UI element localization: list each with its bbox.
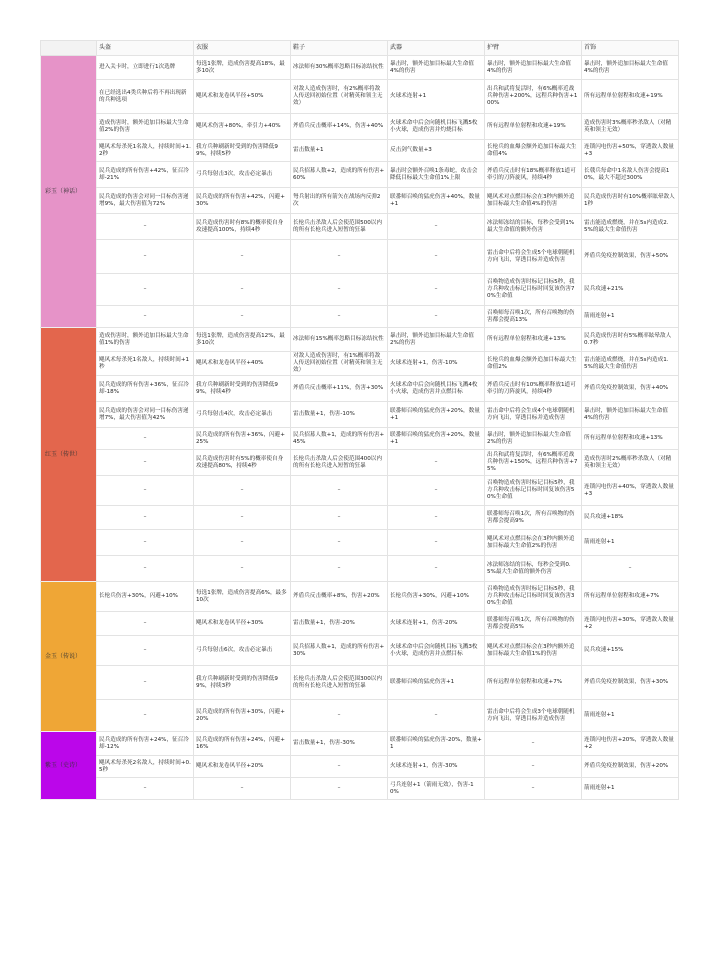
effect-cell-helmet: 长枪兵伤害+30%，闪避+10% — [97, 582, 194, 612]
effect-cell-helmet: – — [97, 556, 194, 582]
effect-cell-clothes: 飓风术和龙卷风半径+50% — [194, 80, 291, 114]
effect-cell-jewelry: 箭雨连射+1 — [582, 778, 679, 800]
table-row — [41, 188, 679, 214]
corner-cell — [41, 41, 97, 56]
effect-cell-jewelry: 所有远程单位射程和攻速+19% — [582, 80, 679, 114]
effect-cell-helmet: – — [97, 506, 194, 530]
effect-cell-shoes: – — [291, 274, 388, 306]
effect-cell-clothes: 每选1张牌，造成伤害提高6%，最多10次 — [194, 582, 291, 612]
tier-label-cell: 红玉（传世） — [41, 328, 97, 582]
effect-cell-jewelry: 民兵造成伤害时有10%概率眩晕敌人1秒 — [582, 188, 679, 214]
effect-cell-jewelry: 斧盾兵免疫控制效果，伤害+40% — [582, 376, 679, 402]
effect-cell-shoes: – — [291, 530, 388, 556]
effect-cell-helmet: 民兵造成的伤害会对同一目标伤害递增9%，最大伤害值为72% — [97, 188, 194, 214]
effect-cell-shoes: – — [291, 240, 388, 274]
effect-cell-clothes: – — [194, 274, 291, 306]
effect-cell-helmet: – — [97, 636, 194, 666]
effect-cell-shoes: 冰法师有15%概率忽略目标冻结抗性 — [291, 328, 388, 352]
header-row — [41, 41, 679, 56]
effect-cell-clothes: 民兵造成的所有伤害+30%，闪避+20% — [194, 700, 291, 732]
table-row — [41, 352, 679, 376]
table-row — [41, 306, 679, 328]
effect-cell-armguard: 召唤物造成伤害时标记目标5秒，我方兵种攻击标记目标时回复该伤害50%生命值 — [485, 476, 582, 506]
effect-cell-shoes: 长枪兵击杀敌人后会使范围400以内的所有长枪兵进入短暂的狂暴 — [291, 450, 388, 476]
effect-cell-clothes: 飓风术和龙卷风半径+40% — [194, 352, 291, 376]
effect-cell-armguard: 斧盾兵反击时有18%概率释放1道可牵引的刀阵旋风，持续4秒 — [485, 162, 582, 188]
effect-cell-weapon: 火球术命中后会向随机目标飞溅5枚小火球，造成伤害并灼烧目标 — [388, 114, 485, 140]
effect-cell-jewelry: 连锁闪电伤害+50%，穿透敌人数量+3 — [582, 140, 679, 162]
effect-cell-helmet: 民兵造成的伤害会对同一目标伤害递增7%，最大伤害值为42% — [97, 402, 194, 428]
column-header-clothes: 衣服 — [194, 41, 291, 56]
effect-cell-weapon: 火球术连射+1，伤害-20% — [388, 612, 485, 636]
effect-cell-clothes: 飓风术和龙卷风半径+20% — [194, 756, 291, 778]
effect-cell-jewelry: 民兵攻速+21% — [582, 274, 679, 306]
table-row — [41, 56, 679, 80]
effect-cell-weapon: 暴击时会额外召唤1条毒蛇，攻击会降低目标最大生命值1%上限 — [388, 162, 485, 188]
effect-cell-shoes: 民兵招募人数+1，造成的所有伤害+45% — [291, 428, 388, 450]
effect-cell-shoes: 雷击数量+1，伤害-10% — [291, 402, 388, 428]
table-row — [41, 530, 679, 556]
effect-cell-weapon: 火球术连射+1 — [388, 80, 485, 114]
effect-cell-shoes: 长枪兵击杀敌人后会使范围500以内的所有长枪兵进入短暂的狂暴 — [291, 214, 388, 240]
effect-cell-helmet: – — [97, 214, 194, 240]
effect-cell-weapon: – — [388, 240, 485, 274]
effect-cell-armguard: 飓风术对点燃目标会在3秒内额外追加目标最大生命值4%的伤害 — [485, 188, 582, 214]
effect-cell-shoes: – — [291, 506, 388, 530]
effect-cell-jewelry: 连锁闪电伤害+20%，穿透敌人数量+2 — [582, 732, 679, 756]
effect-cell-weapon: – — [388, 700, 485, 732]
effect-cell-shoes: – — [291, 700, 388, 732]
effect-cell-armguard: 雷击命中后将会生成3个电球朝随机方向飞出，穿透目标并造成伤害 — [485, 700, 582, 732]
effect-cell-helmet: – — [97, 612, 194, 636]
effect-cell-weapon: 暴击时，额外追加目标最大生命值2%的伤害 — [388, 328, 485, 352]
table-row — [41, 402, 679, 428]
effect-cell-clothes: 我方兵种刷新时受到的伤害降低99%，持续5秒 — [194, 140, 291, 162]
effect-cell-jewelry: 斧盾兵免疫控制效果，伤害+30% — [582, 666, 679, 700]
effect-cell-shoes: 民兵招募人数+1，造成的所有伤害+30% — [291, 636, 388, 666]
equipment-effects-table-container — [40, 40, 678, 800]
effect-cell-helmet: 民兵造成的所有伤害+24%，征召冷却-12% — [97, 732, 194, 756]
effect-cell-jewelry: 雷击能造成燃烧，并在5s内造成1.5%的最大生命值伤害 — [582, 352, 679, 376]
effect-cell-armguard: 召唤师每召唤1次，所有召唤物的伤害都会提高13% — [485, 306, 582, 328]
table-row — [41, 214, 679, 240]
effect-cell-jewelry: 箭雨连射+1 — [582, 530, 679, 556]
equipment-effects-table — [40, 40, 679, 800]
effect-cell-clothes: – — [194, 556, 291, 582]
table-row — [41, 700, 679, 732]
effect-cell-clothes: 民兵造成伤害时有5%的概率使自身攻速提高80%，持续4秒 — [194, 450, 291, 476]
effect-cell-helmet: – — [97, 778, 194, 800]
effect-cell-jewelry: 所有远程单位射程和攻速+7% — [582, 582, 679, 612]
effect-cell-helmet: – — [97, 306, 194, 328]
effect-cell-clothes: 我方兵种刷新时受到的伤害降低99%，持续4秒 — [194, 376, 291, 402]
effect-cell-armguard: 雷击命中后将会生成4个电球朝随机方向飞出，穿透目标并造成伤害 — [485, 402, 582, 428]
effect-cell-jewelry: 所有远程单位射程和攻速+13% — [582, 428, 679, 450]
effect-cell-weapon: 暴击时，额外追加目标最大生命值4%的伤害 — [388, 56, 485, 80]
effect-cell-weapon: 火球术命中后会向随机目标飞溅3枚小火球，造成伤害并点燃目标 — [388, 636, 485, 666]
effect-cell-shoes: 民兵招募人数+2，造成的所有伤害+60% — [291, 162, 388, 188]
effect-cell-armguard: – — [485, 732, 582, 756]
effect-cell-clothes: – — [194, 506, 291, 530]
table-row — [41, 450, 679, 476]
effect-cell-weapon: 长枪兵伤害+30%，闪避+10% — [388, 582, 485, 612]
effect-cell-weapon: – — [388, 306, 485, 328]
effect-cell-weapon: 火球术命中后会向随机目标飞溅4枚小火球，造成伤害并点燃目标 — [388, 376, 485, 402]
effect-cell-jewelry: 斧盾兵免疫控制效果，伤害+50% — [582, 240, 679, 274]
effect-cell-clothes: – — [194, 240, 291, 274]
table-row — [41, 756, 679, 778]
effect-cell-clothes: 我方兵种刷新时受到的伤害降低99%，持续3秒 — [194, 666, 291, 700]
effect-cell-armguard: 召唤物造成伤害时标记目标5秒，我方兵种攻击标记目标时回复该伤害70%生命值 — [485, 274, 582, 306]
effect-cell-armguard: 出兵和武将复活时，有6%概率近战兵种伤害+200%，远程兵种伤害+100% — [485, 80, 582, 114]
effect-cell-helmet: 飓风术每杀死1名敌人，持续时间+1.2秒 — [97, 140, 194, 162]
effect-cell-helmet: 造成伤害时，额外追加目标最大生命值2%的伤害 — [97, 114, 194, 140]
column-header-armguard: 护臂 — [485, 41, 582, 56]
effect-cell-armguard: 暴击时，额外追加目标最大生命值2%的伤害 — [485, 428, 582, 450]
effect-cell-shoes: 雷击数量+1 — [291, 140, 388, 162]
effect-cell-weapon: – — [388, 506, 485, 530]
effect-cell-armguard: 冰法师冻结的目标，每秒会受到1%最大生命值的额外伤害 — [485, 214, 582, 240]
effect-cell-clothes: 每选1张牌，造成伤害提高18%，最多10次 — [194, 56, 291, 80]
column-header-shoes: 鞋子 — [291, 41, 388, 56]
effect-cell-clothes: 民兵造成的所有伤害+36%，闪避+25% — [194, 428, 291, 450]
effect-cell-weapon: – — [388, 274, 485, 306]
column-header-helmet: 头盔 — [97, 41, 194, 56]
effect-cell-jewelry: 暴击时，额外追加目标最大生命值4%的伤害 — [582, 402, 679, 428]
effect-cell-weapon: – — [388, 476, 485, 506]
effect-cell-armguard: 暴击时，额外追加目标最大生命值4%的伤害 — [485, 56, 582, 80]
effect-cell-shoes: – — [291, 778, 388, 800]
effect-cell-armguard: 斧盾兵反击时有10%概率释放1道可牵引的刀阵旋风，持续4秒 — [485, 376, 582, 402]
effect-cell-clothes: – — [194, 476, 291, 506]
effect-cell-weapon: 联番师召唤的猛虎伤害+40%，数量+1 — [388, 188, 485, 214]
effect-cell-jewelry: 箭雨连射+1 — [582, 700, 679, 732]
effect-cell-shoes: – — [291, 306, 388, 328]
table-row — [41, 114, 679, 140]
table-body — [41, 56, 679, 800]
effect-cell-helmet: 在已经选出4类兵种后将不再出现新的兵种选项 — [97, 80, 194, 114]
effect-cell-armguard: 飓风术对点燃目标会在3秒内额外追加目标最大生命值1%的伤害 — [485, 636, 582, 666]
effect-cell-armguard: 所有远程单位射程和攻速+13% — [485, 328, 582, 352]
effect-cell-jewelry: 暴击时，额外追加目标最大生命值4%的伤害 — [582, 56, 679, 80]
effect-cell-helmet: – — [97, 274, 194, 306]
effect-cell-armguard: 冰法师冻结的目标，每秒会受到0.5%最大生命值的额外伤害 — [485, 556, 582, 582]
effect-cell-helmet: 飓风术每杀死2名敌人，持续时间+0.5秒 — [97, 756, 194, 778]
effect-cell-helmet: – — [97, 450, 194, 476]
table-row — [41, 582, 679, 612]
effect-cell-jewelry: 连锁闪电伤害+40%，穿透敌人数量+3 — [582, 476, 679, 506]
table-row — [41, 612, 679, 636]
effect-cell-weapon: – — [388, 556, 485, 582]
effect-cell-weapon: 联番师召唤的猛虎伤害+1 — [388, 666, 485, 700]
table-row — [41, 428, 679, 450]
effect-cell-armguard: 出兵和武将复活时，有6%概率近战兵种伤害+150%，远程兵种伤害+75% — [485, 450, 582, 476]
effect-cell-weapon: 联番师召唤的猛虎伤害+20%，数量+1 — [388, 428, 485, 450]
effect-cell-weapon: 火球术连射+1，伤害-10% — [388, 352, 485, 376]
effect-cell-clothes: 民兵造成的所有伤害+42%，闪避+30% — [194, 188, 291, 214]
effect-cell-shoes: 斧盾兵反击概率+11%，伤害+30% — [291, 376, 388, 402]
effect-cell-shoes: 长枪兵击杀敌人后会使范围300以内的所有长枪兵进入短暂的狂暴 — [291, 666, 388, 700]
effect-cell-shoes: – — [291, 556, 388, 582]
effect-cell-weapon: 联番师召唤的猛虎伤害+20%，数量+1 — [388, 402, 485, 428]
effect-cell-clothes: – — [194, 778, 291, 800]
table-row — [41, 328, 679, 352]
effect-cell-weapon: 联番师召唤的猛虎伤害-20%，数量+1 — [388, 732, 485, 756]
effect-cell-jewelry: 造成伤害时2%概率秒杀敌人（对精英和领主无效） — [582, 450, 679, 476]
effect-cell-jewelry: – — [582, 556, 679, 582]
effect-cell-jewelry: 民兵攻速+15% — [582, 636, 679, 666]
effect-cell-shoes: 斧盾兵反击概率+14%，伤害+40% — [291, 114, 388, 140]
table-row — [41, 732, 679, 756]
column-header-weapon: 武器 — [388, 41, 485, 56]
effect-cell-armguard: 联番师每召唤1次，所有召唤物的伤害都会提高5% — [485, 612, 582, 636]
effect-cell-jewelry: 雷击能造成燃烧，并在5s内造成2.5%的最大生命值伤害 — [582, 214, 679, 240]
effect-cell-helmet: – — [97, 530, 194, 556]
effect-cell-helmet: 进入关卡时，立即进行1次选牌 — [97, 56, 194, 80]
effect-cell-clothes: 飓风术伤害+80%，牵引力+40% — [194, 114, 291, 140]
effect-cell-shoes: 斧盾兵反击概率+8%，伤害+20% — [291, 582, 388, 612]
effect-cell-shoes: 对敌人造成伤害时，有1%概率将敌人传送回初始位置（对精英和领主无效） — [291, 352, 388, 376]
effect-cell-clothes: – — [194, 306, 291, 328]
effect-cell-shoes: 雷击数量+1，伤害-30% — [291, 732, 388, 756]
effect-cell-shoes: – — [291, 476, 388, 506]
effect-cell-helmet: 造成伤害时，额外追加目标最大生命值1%的伤害 — [97, 328, 194, 352]
effect-cell-armguard: 长枪兵的血爆会额外追加目标最大生命值4% — [485, 140, 582, 162]
effect-cell-weapon: – — [388, 450, 485, 476]
effect-cell-armguard: 长枪兵的血爆会额外追加目标最大生命值2% — [485, 352, 582, 376]
table-row — [41, 240, 679, 274]
effect-cell-weapon: 弓兵连射+1（箭雨无效），伤害-10% — [388, 778, 485, 800]
effect-cell-armguard: – — [485, 778, 582, 800]
effect-cell-clothes: 民兵造成伤害时有8%的概率使自身攻速提高100%，持续4秒 — [194, 214, 291, 240]
effect-cell-jewelry: 民兵造成伤害时有5%概率眩晕敌人0.7秒 — [582, 328, 679, 352]
effect-cell-clothes: 民兵造成的所有伤害+24%，闪避+16% — [194, 732, 291, 756]
effect-cell-clothes: – — [194, 530, 291, 556]
table-row — [41, 636, 679, 666]
table-row — [41, 162, 679, 188]
effect-cell-helmet: – — [97, 476, 194, 506]
effect-cell-clothes: 弓兵每射击3次，攻击必定暴击 — [194, 162, 291, 188]
table-row — [41, 476, 679, 506]
effect-cell-helmet: 民兵造成的所有伤害+36%，征召冷却-18% — [97, 376, 194, 402]
effect-cell-helmet: 民兵造成的所有伤害+42%，征召冷却-21% — [97, 162, 194, 188]
table-row — [41, 140, 679, 162]
effect-cell-clothes: 弓兵每射击4次，攻击必定暴击 — [194, 402, 291, 428]
effect-cell-helmet: – — [97, 428, 194, 450]
effect-cell-shoes: 对敌人造成伤害时，有2%概率将敌人传送回初始位置（对精英和领主无效） — [291, 80, 388, 114]
table-row — [41, 556, 679, 582]
column-header-jewelry: 首饰 — [582, 41, 679, 56]
effect-cell-armguard: 飓风术对点燃目标会在3秒内额外追加目标最大生命值2%的伤害 — [485, 530, 582, 556]
effect-cell-clothes: 弓兵每射击6次，攻击必定暴击 — [194, 636, 291, 666]
effect-cell-helmet: 飓风术每杀死1名敌人，持续时间+1秒 — [97, 352, 194, 376]
table-row — [41, 80, 679, 114]
effect-cell-clothes: 飓风术和龙卷风半径+30% — [194, 612, 291, 636]
effect-cell-shoes: 弩兵射出的所有箭矢在战场内反弹2次 — [291, 188, 388, 214]
table-row — [41, 778, 679, 800]
table-row — [41, 666, 679, 700]
tier-label-cell: 紫玉（史诗） — [41, 732, 97, 800]
effect-cell-weapon: 火球术连射+1，伤害-30% — [388, 756, 485, 778]
effect-cell-armguard: 召唤物造成伤害时标记目标5秒，我方兵种攻击标记目标时回复该伤害30%生命值 — [485, 582, 582, 612]
effect-cell-jewelry: 箭雨连射+1 — [582, 306, 679, 328]
effect-cell-helmet: – — [97, 700, 194, 732]
effect-cell-shoes: – — [291, 756, 388, 778]
effect-cell-weapon: – — [388, 214, 485, 240]
effect-cell-armguard: 联番师每召唤1次，所有召唤物的伤害都会提高9% — [485, 506, 582, 530]
effect-cell-helmet: – — [97, 666, 194, 700]
effect-cell-jewelry: 民兵攻速+18% — [582, 506, 679, 530]
effect-cell-shoes: 雷击数量+1，伤害-20% — [291, 612, 388, 636]
effect-cell-armguard: 所有远程单位射程和攻速+19% — [485, 114, 582, 140]
effect-cell-jewelry: 造成伤害时3%概率秒杀敌人（对精英和领主无效） — [582, 114, 679, 140]
tier-label-cell: 金玉（传说） — [41, 582, 97, 732]
effect-cell-armguard: 所有远程单位射程和攻速+7% — [485, 666, 582, 700]
effect-cell-helmet: – — [97, 240, 194, 274]
effect-cell-weapon: – — [388, 530, 485, 556]
effect-cell-jewelry: 斧盾兵免疫控制效果，伤害+20% — [582, 756, 679, 778]
effect-cell-armguard: – — [485, 756, 582, 778]
effect-cell-clothes: 每选1张牌，造成伤害提高12%，最多10次 — [194, 328, 291, 352]
effect-cell-shoes: 冰法师有30%概率忽略目标冻结抗性 — [291, 56, 388, 80]
table-row — [41, 274, 679, 306]
effect-cell-armguard: 雷击命中后将会生成5个电球朝随机方向飞出，穿透目标并造成伤害 — [485, 240, 582, 274]
effect-cell-jewelry: 连锁闪电伤害+30%，穿透敌人数量+2 — [582, 612, 679, 636]
table-row — [41, 376, 679, 402]
effect-cell-weapon: 反击剑气数量+3 — [388, 140, 485, 162]
table-row — [41, 506, 679, 530]
effect-cell-jewelry: 长戟兵每命中1名敌人伤害会提高10%，最大不超过300% — [582, 162, 679, 188]
tier-label-cell: 彩玉（神话） — [41, 56, 97, 328]
